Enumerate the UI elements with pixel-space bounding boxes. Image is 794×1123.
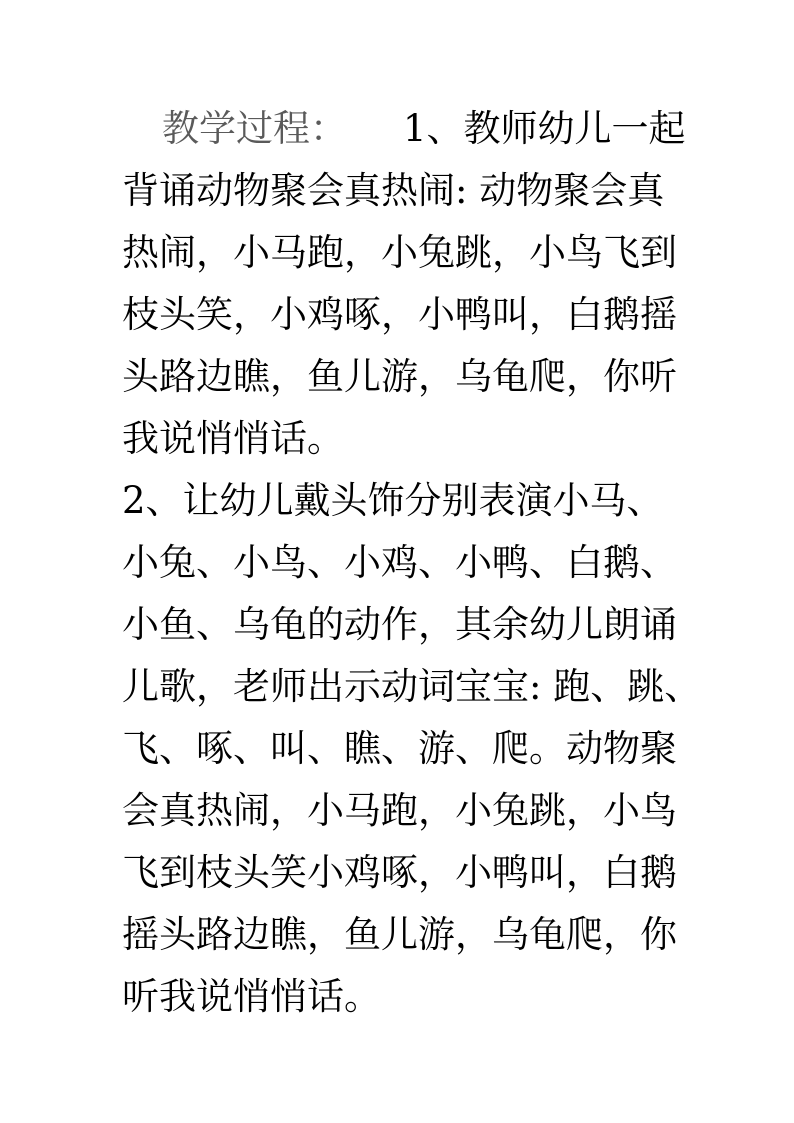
paragraph-1-line-2: 背诵动物聚会真热闹: 动物聚会真 xyxy=(122,169,665,212)
paragraph-2-line-7: 飞到枝头笑小鸡啄，小鸭叫，白鹅 xyxy=(122,851,677,894)
paragraph-2-line-3: 小鱼、乌龟的动作，其余幼儿朗诵 xyxy=(122,603,677,646)
paragraph-1-line-6: 我说悄悄话。 xyxy=(122,417,344,460)
paragraph-2-line-4: 儿歌，老师出示动词宝宝: 跑、跳、 xyxy=(122,665,702,708)
heading-line xyxy=(122,98,686,160)
paragraph-2-line-1: 2、让幼儿戴头饰分别表演小马、 xyxy=(122,479,664,522)
paragraph-1-line-3: 热闹，小马跑，小兔跳，小鸟飞到 xyxy=(122,231,677,274)
paragraph-2-line-2: 小兔、小鸟、小鸡、小鸭、白鹅、 xyxy=(122,541,677,584)
paragraph-1-line-4: 枝头笑，小鸡啄，小鸭叫，白鹅摇 xyxy=(122,293,677,336)
paragraph-1-line-1: 1、教师幼儿一起 xyxy=(403,107,686,150)
paragraph-2-line-9: 听我说悄悄话。 xyxy=(122,975,381,1018)
paragraph-2-line-5: 飞、啄、叫、瞧、游、爬。动物聚 xyxy=(122,727,677,770)
lesson-text xyxy=(122,98,702,1028)
paragraph-2-line-8: 摇头路边瞧，鱼儿游，乌龟爬，你 xyxy=(122,913,677,956)
heading-label: 教学过程： xyxy=(162,107,347,150)
paragraph-1-line-5: 头路边瞧，鱼儿游，乌龟爬，你听 xyxy=(122,355,677,398)
paragraph-2-line-6: 会真热闹，小马跑，小兔跳，小鸟 xyxy=(122,789,677,832)
